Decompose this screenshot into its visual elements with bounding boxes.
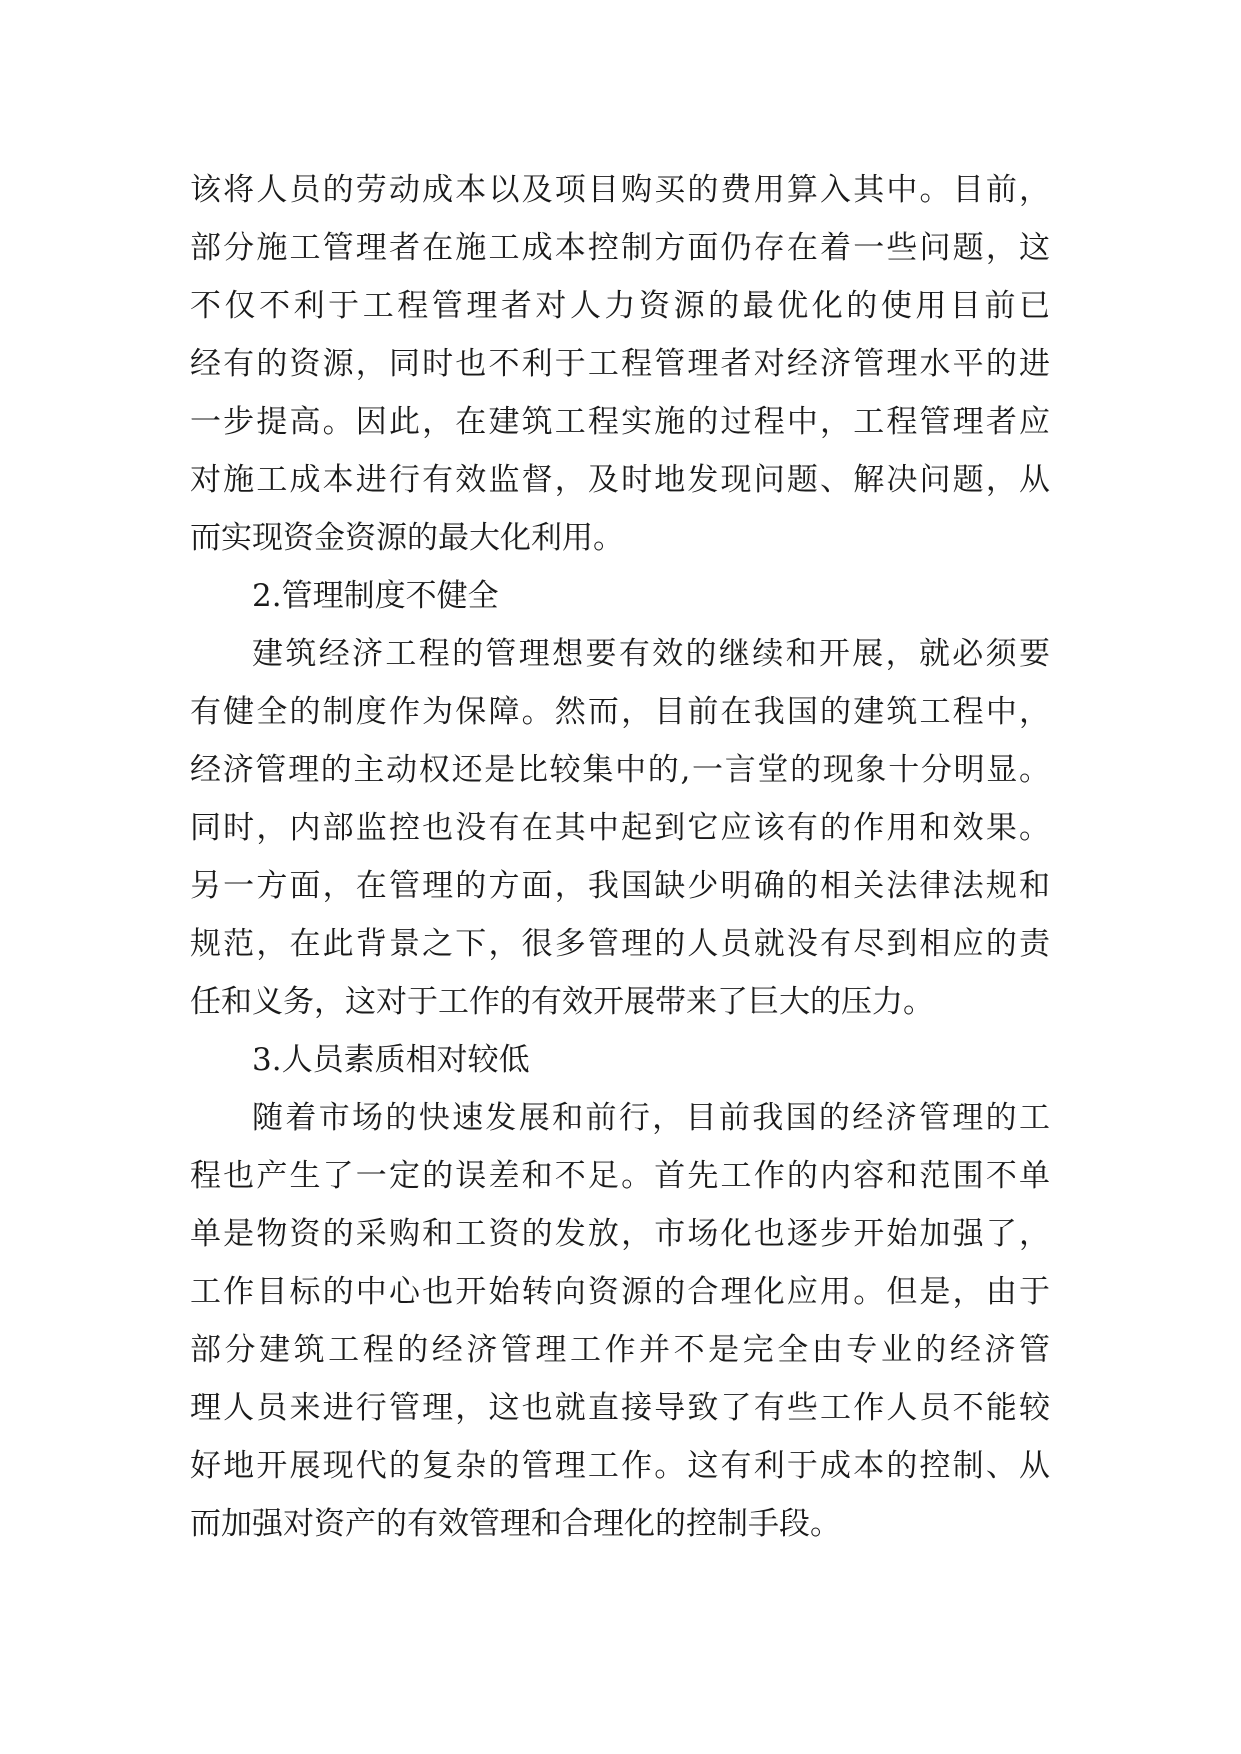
text-line: 经有的资源，同时也不利于工程管理者对经济管理水平的进 (190, 346, 1050, 382)
section-heading-2: 2.管理制度不健全 (252, 578, 499, 614)
text-line: 不仅不利于工程管理者对人力资源的最优化的使用目前已 (190, 288, 1050, 324)
text-line: 而加强对资产的有效管理和合理化的控制手段。 (190, 1506, 841, 1542)
text-line: 同时，内部监控也没有在其中起到它应该有的作用和效果。 (190, 810, 1050, 846)
text-line: 好地开展现代的复杂的管理工作。这有利于成本的控制、从 (190, 1448, 1050, 1484)
text-line: 一步提高。因此，在建筑工程实施的过程中，工程管理者应 (190, 404, 1050, 440)
text-line: 建筑经济工程的管理想要有效的继续和开展，就必须要 (252, 636, 1050, 672)
text-line: 有健全的制度作为保障。然而，目前在我国的建筑工程中， (190, 694, 1050, 730)
text-line: 该将人员的劳动成本以及项目购买的费用算入其中。目前， (190, 172, 1050, 208)
text-line: 单是物资的采购和工资的发放，市场化也逐步开始加强了， (190, 1216, 1050, 1252)
text-line: 规范，在此背景之下，很多管理的人员就没有尽到相应的责 (190, 926, 1050, 962)
text-line: 而实现资金资源的最大化利用。 (190, 520, 624, 556)
text-line: 工作目标的中心也开始转向资源的合理化应用。但是，由于 (190, 1274, 1050, 1310)
section-heading-3: 3.人员素质相对较低 (252, 1042, 530, 1078)
text-line: 部分建筑工程的经济管理工作并不是完全由专业的经济管 (190, 1332, 1050, 1368)
text-line: 部分施工管理者在施工成本控制方面仍存在着一些问题，这 (190, 230, 1050, 266)
text-line: 另一方面，在管理的方面，我国缺少明确的相关法律法规和 (190, 868, 1050, 904)
text-line: 对施工成本进行有效监督，及时地发现问题、解决问题，从 (190, 462, 1050, 498)
text-line: 经济管理的主动权还是比较集中的,一言堂的现象十分明显。 (190, 752, 1050, 788)
text-line: 随着市场的快速发展和前行，目前我国的经济管理的工 (252, 1100, 1050, 1136)
text-line: 程也产生了一定的误差和不足。首先工作的内容和范围不单 (190, 1158, 1050, 1194)
text-line: 任和义务，这对于工作的有效开展带来了巨大的压力。 (190, 984, 934, 1020)
text-line: 理人员来进行管理，这也就直接导致了有些工作人员不能较 (190, 1390, 1050, 1426)
